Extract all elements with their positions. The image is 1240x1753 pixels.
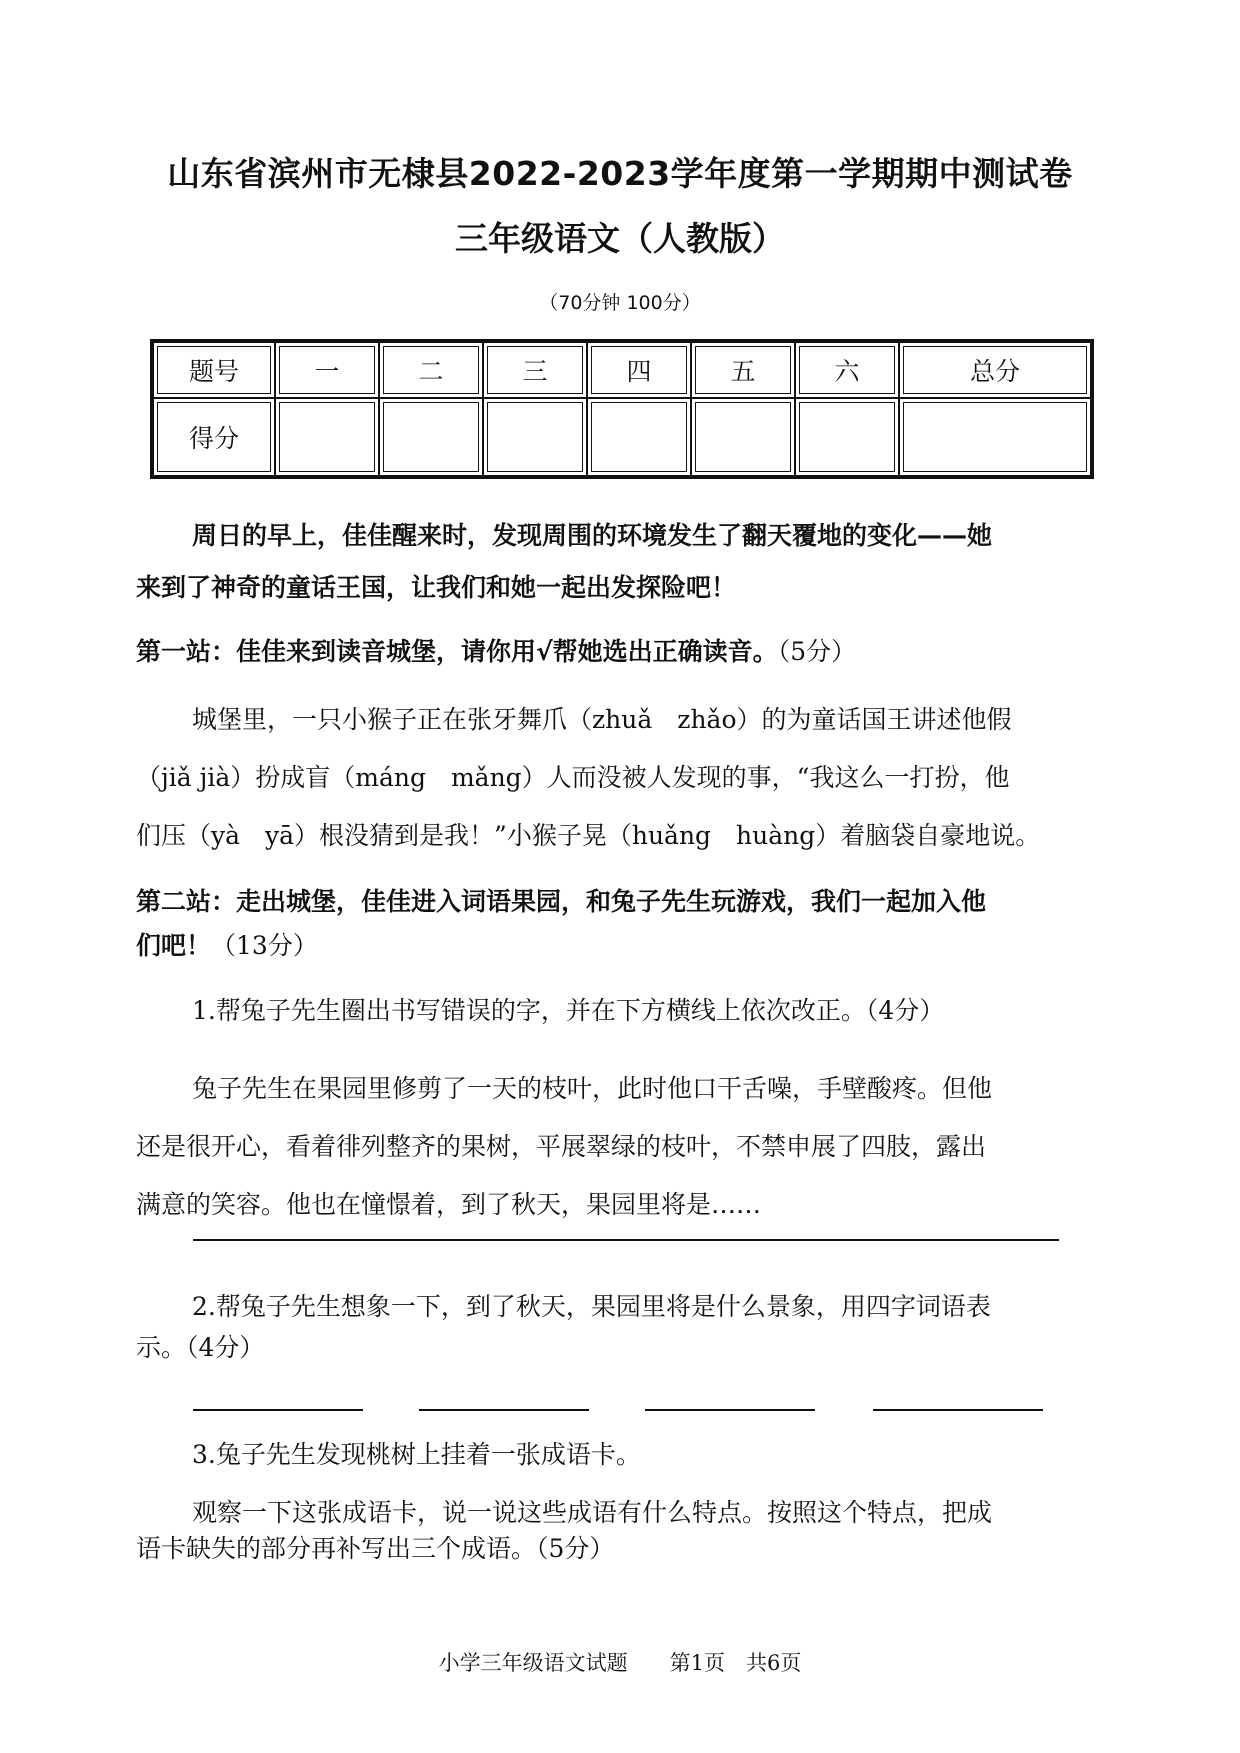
exam-subtitle: 三年级语文（人教版）	[455, 219, 785, 258]
score-cell-total: 总分	[899, 342, 1091, 398]
q1-para-line-1: 兔子先生在果园里修剪了一天的枝叶，此时他口干舌噪，手壁酸疼。但他	[192, 1074, 993, 1103]
score-blank[interactable]	[795, 398, 899, 476]
q2-answer-line-3[interactable]	[645, 1409, 815, 1411]
intro-line-1: 周日的早上，佳佳醒来时，发现周围的环境发生了翻天覆地的变化——她	[192, 521, 993, 550]
question-2-line-2: 示。（4分）	[136, 1333, 265, 1362]
score-blank[interactable]	[379, 398, 483, 476]
section1-score: （5分）	[777, 637, 857, 666]
score-table	[150, 339, 1094, 479]
score-cell-q5: 五	[691, 342, 795, 398]
q1-answer-line[interactable]	[193, 1239, 1059, 1241]
score-cell-label: 题号	[153, 342, 275, 398]
exam-title: 山东省滨州市无棣县2022-2023学年度第一学期期中测试卷	[167, 154, 1073, 193]
question-3: 3.兔子先生发现桃树上挂着一张成语卡。	[192, 1440, 641, 1469]
exam-duration: （70分钟 100分）	[539, 292, 701, 314]
score-table-header-row	[153, 342, 1091, 398]
score-blank[interactable]	[899, 398, 1091, 476]
score-cell-q1: 一	[275, 342, 379, 398]
section1-heading	[136, 624, 1106, 680]
score-blank[interactable]	[691, 398, 795, 476]
score-cell-q6: 六	[795, 342, 899, 398]
q2-answer-line-4[interactable]	[873, 1409, 1043, 1411]
score-cell-q4: 四	[587, 342, 691, 398]
score-blank[interactable]	[275, 398, 379, 476]
section1-para-line-2: （jiǎ jià）扮成盲（máng mǎng）人而没被人发现的事，“我这么一打扮，他	[136, 763, 1010, 792]
section2-heading-line-1: 第二站：走出城堡，佳佳进入词语果园，和兔子先生玩游戏，我们一起加入他	[136, 887, 987, 916]
q2-answer-line-1[interactable]	[193, 1409, 363, 1411]
q1-para-line-3: 满意的笑容。他也在憧憬着，到了秋天，果园里将是……	[136, 1190, 762, 1219]
section1-para-line-1: 城堡里，一只小猴子正在张牙舞爪（zhuǎ zhǎo）的为童话国王讲述他假	[192, 705, 1012, 734]
score-row-label: 得分	[153, 398, 275, 476]
score-blank[interactable]	[483, 398, 587, 476]
score-table-score-row	[153, 398, 1091, 476]
section1-heading-text: 第一站：佳佳来到读音城堡，请你用√帮她选出正确读音。	[136, 637, 778, 666]
score-cell-q2: 二	[379, 342, 483, 398]
section1-para-line-3: 们压（yà yā）根没猜到是我！”小猴子晃（huǎng huàng）着脑袋自豪地说。	[136, 821, 1041, 850]
intro-line-2: 来到了神奇的童话王国，让我们和她一起出发探险吧！	[136, 573, 737, 602]
question-1: 1.帮兔子先生圈出书写错误的字，并在下方横线上依次改正。（4分）	[192, 996, 945, 1025]
section2-heading-text: 们吧！	[136, 931, 212, 960]
page-footer: 小学三年级语文试题 第1页 共6页	[438, 1651, 802, 1675]
q3-para-line-1: 观察一下这张成语卡，说一说这些成语有什么特点。按照这个特点，把成	[192, 1498, 993, 1527]
q1-para-line-2: 还是很开心，看着徘列整齐的果树，平展翠绿的枝叶，不禁申展了四肢，露出	[136, 1132, 987, 1161]
q2-answer-line-2[interactable]	[419, 1409, 589, 1411]
q3-para-line-2: 语卡缺失的部分再补写出三个成语。（5分）	[136, 1534, 615, 1563]
section2-heading-line-2	[136, 918, 1106, 974]
score-blank[interactable]	[587, 398, 691, 476]
question-2-line-1: 2.帮兔子先生想象一下，到了秋天，果园里将是什么景象，用四字词语表	[192, 1292, 991, 1321]
section2-score: （13分）	[211, 931, 318, 960]
score-cell-q3: 三	[483, 342, 587, 398]
